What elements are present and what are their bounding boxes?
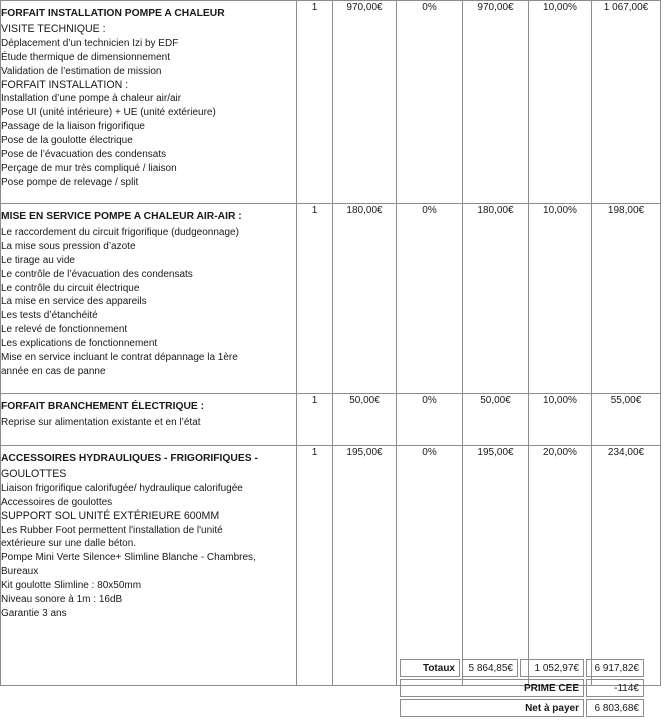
item-detail-line: Le tirage au vide <box>1 254 75 266</box>
item-detail-line: GOULOTTES <box>1 467 67 480</box>
item-quantity: 1 <box>297 446 333 686</box>
item-discount: 0% <box>397 1 463 204</box>
item-description <box>1 446 297 686</box>
item-detail-line: Reprise sur alimentation existante et en l’état <box>1 416 201 428</box>
item-description <box>1 1 297 204</box>
item-detail-line: Le raccordement du circuit frigorifique (dudgeonnage) <box>1 226 239 238</box>
item-discount: 0% <box>397 446 463 686</box>
prime-cee-label: PRIME CEE <box>400 679 584 697</box>
item-quantity: 1 <box>297 394 333 446</box>
item-total-ttc: 1 067,00€ <box>592 1 661 204</box>
item-detail-line: Pose pompe de relevage / split <box>1 176 139 188</box>
item-detail-line: Kit goulotte Slimline : 80x50mm <box>1 580 142 592</box>
item-detail-line: Les explications de fonctionnement <box>1 338 158 350</box>
item-detail-line: La mise sous pression d’azote <box>1 240 136 252</box>
item-unit-price: 970,00€ <box>333 1 397 204</box>
item-quantity: 1 <box>297 204 333 394</box>
item-detail-line: extérieure sur une dalle béton. <box>1 538 137 550</box>
totals-vat: 1 052,97€ <box>520 659 584 677</box>
item-detail-line: Le relevé de fonctionnement <box>1 324 128 336</box>
totals-ttc: 6 917,82€ <box>586 659 644 677</box>
item-detail-line: SUPPORT SOL UNITÉ EXTÉRIEURE 600MM <box>1 509 220 522</box>
item-discount: 0% <box>397 204 463 394</box>
item-unit-price: 50,00€ <box>333 394 397 446</box>
item-description <box>1 204 297 394</box>
totals-table <box>398 657 646 719</box>
item-detail-line: Pompe Mini Verte Silence+ Slimline Blanche - Chambres, <box>1 552 256 564</box>
item-total-ht: 970,00€ <box>463 1 529 204</box>
item-row <box>1 446 661 686</box>
item-detail-line: Bureaux <box>1 566 39 578</box>
item-description <box>1 394 297 446</box>
totals-ht: 5 864,85€ <box>462 659 518 677</box>
item-title: ACCESSOIRES HYDRAULIQUES - FRIGORIFIQUES - <box>1 453 258 464</box>
net-to-pay-value: 6 803,68€ <box>586 699 644 717</box>
item-detail-line: Mise en service incluant le contrat dépannage la 1ère <box>1 352 238 364</box>
item-detail-line: Niveau sonore à 1m : 16dB <box>1 594 123 606</box>
net-to-pay-label: Net à payer <box>400 699 584 717</box>
item-total-ttc: 198,00€ <box>592 204 661 394</box>
item-title: FORFAIT INSTALLATION POMPE A CHALEUR <box>1 8 225 19</box>
item-title: MISE EN SERVICE POMPE A CHALEUR AIR-AIR : <box>1 211 242 222</box>
item-detail-line: Accessoires de goulottes <box>1 496 113 508</box>
item-detail-line: Installation d’une pompe à chaleur air/air <box>1 93 182 105</box>
item-detail-line: Les Rubber Foot permettent l'installation de l'unité <box>1 524 223 536</box>
item-detail-line: année en cas de panne <box>1 365 106 377</box>
item-vat-rate: 10,00% <box>529 204 592 394</box>
item-detail-line: Perçage de mur très compliqué / liaison <box>1 162 177 174</box>
item-detail-line: Déplacement d’un technicien Izi by EDF <box>1 37 179 49</box>
item-row <box>1 204 661 394</box>
item-total-ht: 195,00€ <box>463 446 529 686</box>
item-detail-line: FORFAIT INSTALLATION : <box>1 78 129 91</box>
totals-row <box>400 659 644 677</box>
item-discount: 0% <box>397 394 463 446</box>
item-detail-line: Passage de la liaison frigorifique <box>1 121 145 133</box>
item-detail-line: VISITE TECHNIQUE : <box>1 22 106 35</box>
item-detail-line: La mise en service des appareils <box>1 296 147 308</box>
item-unit-price: 180,00€ <box>333 204 397 394</box>
item-vat-rate: 20,00% <box>529 446 592 686</box>
item-detail-line: Garantie 3 ans <box>1 607 67 619</box>
item-total-ht: 180,00€ <box>463 204 529 394</box>
item-detail-line: Pose UI (unité intérieure) + UE (unité extérieure) <box>1 107 216 119</box>
totals-label: Totaux <box>400 659 460 677</box>
item-detail-line: Liaison frigorifique calorifugée/ hydraulique calorifugée <box>1 482 243 494</box>
item-row <box>1 1 661 204</box>
item-detail-line: Le contrôle du circuit électrique <box>1 282 140 294</box>
net-row <box>400 699 644 717</box>
item-total-ttc: 55,00€ <box>592 394 661 446</box>
item-title: FORFAIT BRANCHEMENT ÉLECTRIQUE : <box>1 401 205 412</box>
item-unit-price: 195,00€ <box>333 446 397 686</box>
item-detail-line: Validation de l’estimation de mission <box>1 65 162 77</box>
prime-row <box>400 679 644 697</box>
item-quantity: 1 <box>297 1 333 204</box>
item-detail-line: Le contrôle de l’évacuation des condensats <box>1 268 193 280</box>
item-vat-rate: 10,00% <box>529 394 592 446</box>
prime-cee-value: -114€ <box>586 679 644 697</box>
item-detail-line: Les tests d’étanchéité <box>1 310 98 322</box>
item-detail-line: Pose de la goulotte électrique <box>1 135 133 147</box>
item-vat-rate: 10,00% <box>529 1 592 204</box>
item-detail-line: Pose de l’évacuation des condensats <box>1 149 167 161</box>
item-detail-line: Étude thermique de dimensionnement <box>1 51 170 63</box>
item-total-ht: 50,00€ <box>463 394 529 446</box>
item-row <box>1 394 661 446</box>
item-total-ttc: 234,00€ <box>592 446 661 686</box>
